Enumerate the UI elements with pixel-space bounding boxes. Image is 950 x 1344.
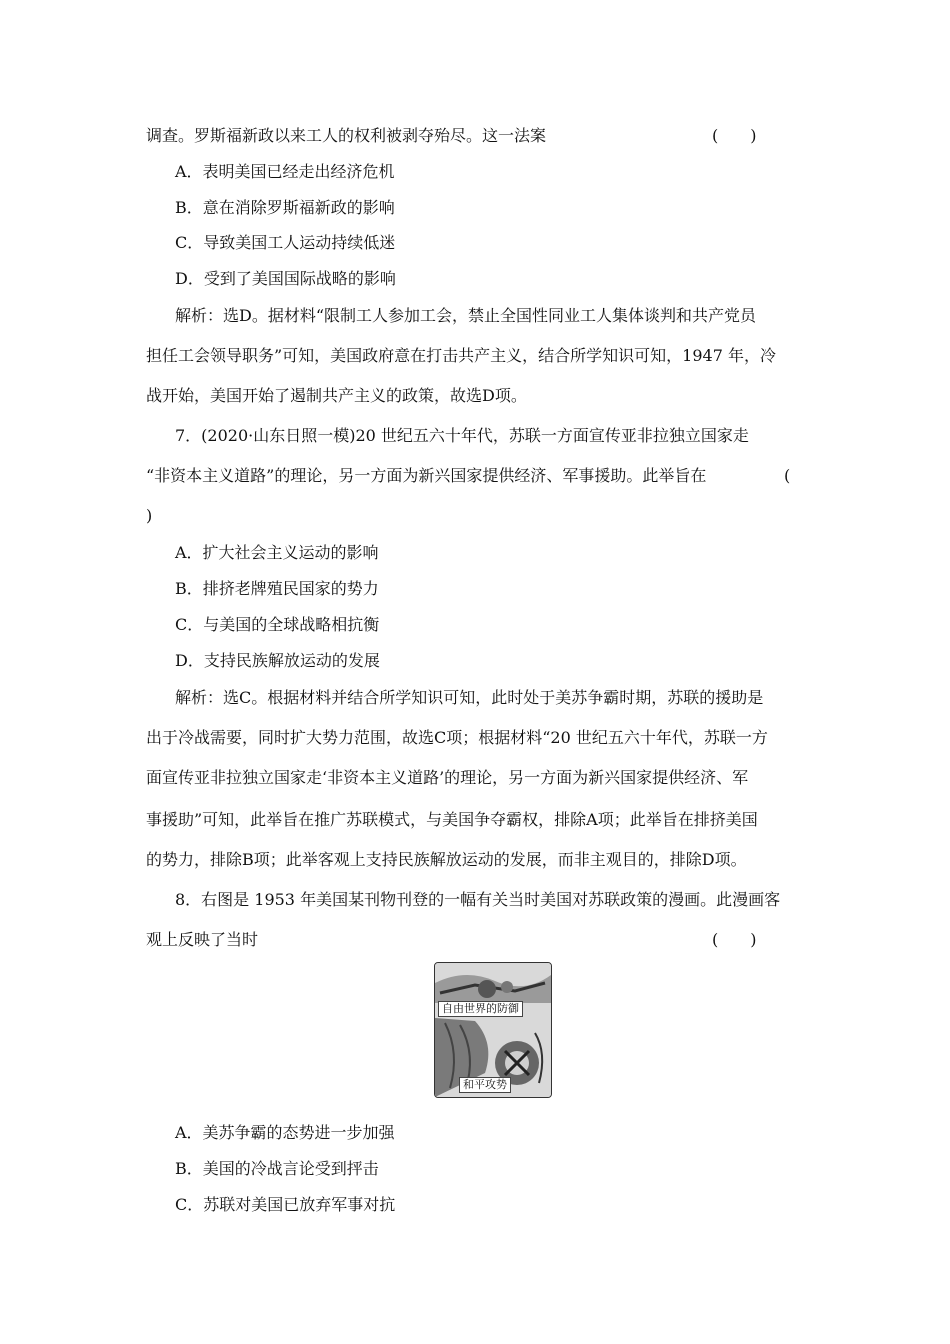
- cold-war-cartoon: [434, 962, 552, 1098]
- q6-analysis-line: 担任工会领导职务”可知，美国政府意在打击共产主义，结合所学知识可知，1947 年，冷: [146, 346, 776, 365]
- q8-answer-paren: ( ): [712, 930, 757, 949]
- q7-option-a: A．扩大社会主义运动的影响: [175, 543, 379, 562]
- q7-analysis-line: 事援助”可知，此举旨在推广苏联模式，与美国争夺霸权，排除A项；此举旨在排挤美国: [146, 810, 758, 829]
- q8-stem-line: 观上反映了当时: [146, 930, 259, 949]
- q6-stem-end: 调查。罗斯福新政以来工人的权利被剥夺殆尽。这一法案: [146, 126, 547, 145]
- q6-option-d: D．受到了美国国际战略的影响: [175, 269, 396, 288]
- q6-analysis-line: 战开始，美国开始了遏制共产主义的政策，故选D项。: [146, 386, 527, 405]
- q7-analysis-line: 解析：选C。根据材料并结合所学知识可知，此时处于美苏争霸时期，苏联的援助是: [175, 688, 764, 707]
- q8-option-c: C．苏联对美国已放弃军事对抗: [175, 1195, 396, 1214]
- cartoon-caption-top: 自由世界的防御: [438, 1001, 523, 1017]
- q7-analysis-line: 的势力，排除B项；此举客观上支持民族解放运动的发展，而非主观目的，排除D项。: [146, 850, 747, 869]
- q6-option-c: C．导致美国工人运动持续低迷: [175, 233, 396, 252]
- q7-answer-paren-close: ): [146, 506, 153, 525]
- q6-analysis-line: 解析：选D。据材料“限制工人参加工会，禁止全国性同业工人集体谈判和共产党员: [175, 306, 757, 325]
- q8-option-a: A．美苏争霸的态势进一步加强: [175, 1123, 395, 1142]
- q6-option-b: B．意在消除罗斯福新政的影响: [175, 198, 395, 217]
- q8-stem-line: 8．右图是 1953 年美国某刊物刊登的一幅有关当时美国对苏联政策的漫画。此漫画客: [175, 890, 781, 909]
- q7-stem-line: “非资本主义道路”的理论，另一方面为新兴国家提供经济、军事援助。此举旨在: [146, 466, 707, 485]
- q7-option-d: D．支持民族解放运动的发展: [175, 651, 380, 670]
- q7-analysis-line: 面宣传亚非拉独立国家走‘非资本主义道路’的理论，另一方面为新兴国家提供经济、军: [146, 768, 749, 787]
- q6-answer-paren: ( ): [712, 126, 757, 145]
- q7-option-b: B．排挤老牌殖民国家的势力: [175, 579, 379, 598]
- cartoon-caption-bottom: 和平攻势: [459, 1077, 511, 1093]
- q6-option-a: A．表明美国已经走出经济危机: [175, 162, 395, 181]
- q7-stem-line: 7．(2020·山东日照一模)20 世纪五六十年代，苏联一方面宣传亚非拉独立国家走: [175, 426, 749, 445]
- q7-analysis-line: 出于冷战需要，同时扩大势力范围，故选C项；根据材料“20 世纪五六十年代，苏联一方: [146, 728, 768, 747]
- q8-option-b: B．美国的冷战言论受到抨击: [175, 1159, 379, 1178]
- q7-answer-paren-open: (: [784, 466, 791, 485]
- q7-option-c: C．与美国的全球战略相抗衡: [175, 615, 380, 634]
